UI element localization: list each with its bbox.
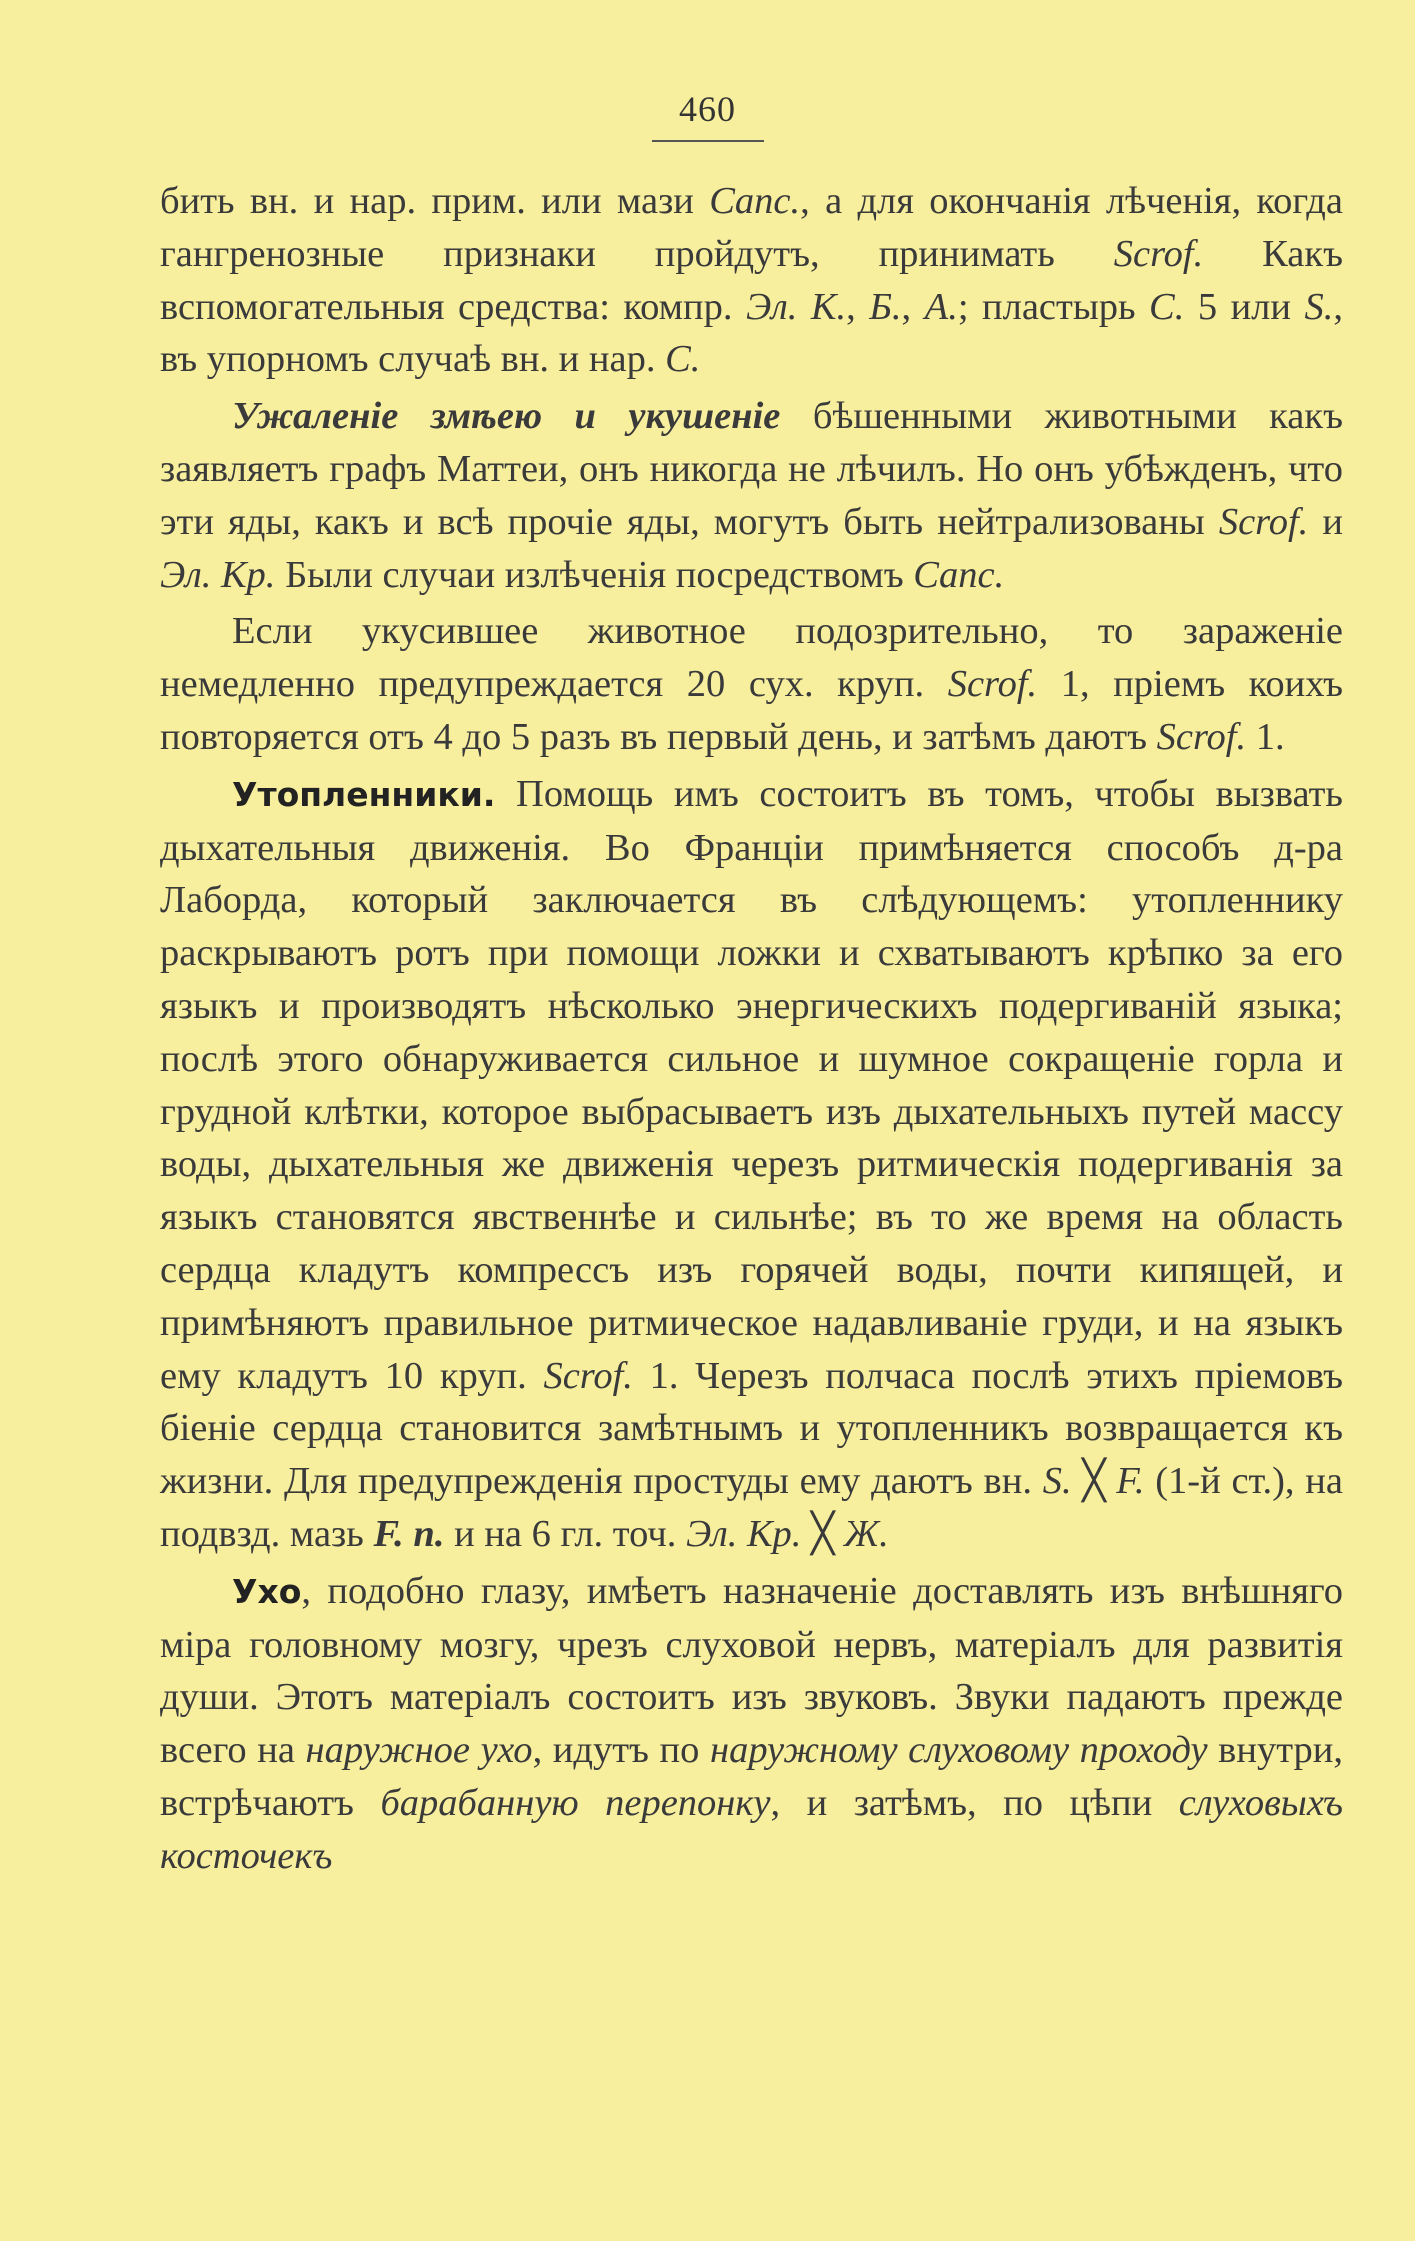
styled-text-run: Утопленники.	[232, 774, 496, 814]
text-run: внутри, встрѣчаютъ	[160, 1729, 1343, 1824]
paragraph	[160, 1565, 1343, 1883]
text-run: (1-й ст.), на подвзд. мазь	[160, 1460, 1343, 1555]
page-number: 460	[679, 89, 736, 129]
text-run: 1, пріемъ коихъ повторяется отъ 4 до 5 разъ въ первый день, и затѣмъ даютъ	[160, 663, 1343, 758]
text-run: и на 6 гл. точ.	[444, 1512, 686, 1555]
styled-text-run: наружное ухо	[305, 1729, 533, 1772]
text-run: , подобно глазу, имѣетъ назначеніе доставлять изъ внѣшняго міра головному мозгу, чрезъ слуховой нервъ, матеріалъ для развитія души. Этотъ матеріалъ состоитъ изъ звуковъ. Звуки падаютъ прежде всего на	[160, 1569, 1343, 1772]
styled-text-run: Эл. К.	[746, 285, 847, 328]
page-header	[0, 88, 1415, 142]
styled-text-run: F.	[1116, 1460, 1145, 1503]
styled-text-run: Canc.	[913, 553, 1005, 596]
styled-text-run: С.	[665, 338, 701, 381]
text-run: ,	[901, 285, 925, 328]
text-run: ╳	[801, 1512, 844, 1555]
styled-text-run: А.	[924, 285, 958, 328]
styled-text-run: барабанную перепонку	[380, 1781, 771, 1824]
text-run: бѣшенными животными какъ заявляетъ графъ Маттеи, онъ никогда не лѣчилъ. Но онъ убѣжденъ, что эти яды, какъ и всѣ прочіе яды, могутъ быть нейтрализованы	[160, 395, 1343, 543]
styled-text-run: Canc.	[709, 180, 801, 222]
text-run: , и затѣмъ, по цѣпи	[770, 1781, 1179, 1824]
text-run: и	[1308, 500, 1343, 543]
text-run: , а для окончанія лѣченія, когда гангренозные признаки пройдутъ, принимать	[160, 180, 1343, 275]
text-run: Какъ вспомогательныя средства: компр.	[160, 232, 1343, 328]
styled-text-run: слуховыхъ косточекъ	[160, 1781, 1343, 1877]
styled-text-run: Scrof.	[1113, 232, 1204, 275]
styled-text-run: Scrof.	[947, 663, 1038, 706]
styled-text-run: Эл. Кр.	[160, 553, 276, 596]
styled-text-run: S.	[1304, 285, 1334, 328]
styled-text-run: Ухо	[232, 1571, 302, 1611]
text-run: ; пластырь	[957, 285, 1150, 328]
paragraph	[160, 175, 1343, 386]
styled-text-run: Scrof.	[1156, 715, 1247, 758]
body-text	[160, 175, 1343, 1887]
text-run: 1.	[1246, 715, 1285, 758]
header-rule	[652, 140, 764, 142]
styled-text-run: S.	[1042, 1460, 1072, 1503]
styled-text-run: Эл. Кр.	[686, 1512, 802, 1555]
text-run: бить вн. и нар. прим. или мази	[160, 180, 710, 222]
text-run: 1. Черезъ полчаса послѣ этихъ пріемовъ біеніе сердца становится замѣтнымъ и утопленникъ возвращается къ жизни. Для предупрежденія простуды ему даютъ вн.	[160, 1354, 1343, 1503]
styled-text-run: Scrof.	[1218, 500, 1309, 543]
text-run: ,	[846, 285, 870, 328]
paragraph	[160, 390, 1343, 601]
text-run: , идутъ по	[532, 1729, 710, 1772]
styled-text-run: С.	[1149, 285, 1185, 328]
text-run: 5 или	[1184, 285, 1305, 328]
styled-text-run: Ужаленіе змѣею и укушеніе	[232, 395, 781, 438]
paragraph	[160, 768, 1343, 1561]
styled-text-run: Ж.	[843, 1512, 889, 1555]
text-run: , въ упорномъ случаѣ вн. и нар.	[160, 285, 1343, 381]
paragraph	[160, 605, 1343, 763]
styled-text-run: Scrof.	[543, 1354, 633, 1397]
text-run: Были случаи излѣченія посредствомъ	[275, 553, 914, 596]
styled-text-run: наружному слуховому проходу	[709, 1729, 1208, 1772]
styled-text-run: F. п.	[373, 1512, 445, 1555]
styled-text-run: Б.	[869, 285, 902, 328]
text-run: Помощь имъ состоитъ въ томъ, чтобы вызвать дыхательныя движенія. Во Франціи примѣняется способъ д-ра Лаборда, который заключается въ слѣдующемъ: утопленнику раскрываютъ ротъ при помощи ложки и схватываютъ крѣпко за его языкъ и производятъ нѣсколько энергическихъ подергиваній языка; послѣ этого обнаруживается сильное и шумное сокращеніе горла и грудной клѣтки, которое выбрасываетъ изъ дыхательныхъ путей массу воды, дыхательныя же движенія черезъ ритмическія подергиванія за языкъ становятся явственнѣе и сильнѣе; въ то же время на область сердца кладутъ компрессъ изъ горячей воды, почти кипящей, и примѣняютъ правильное ритмическое надавливаніе груди, и на языкъ ему кладутъ 10 круп.	[160, 772, 1343, 1397]
text-run: Если укусившее животное подозрительно, то зараженіе немедленно предупреждается 20 сух. круп.	[160, 610, 1343, 706]
text-run: ╳	[1071, 1460, 1117, 1503]
